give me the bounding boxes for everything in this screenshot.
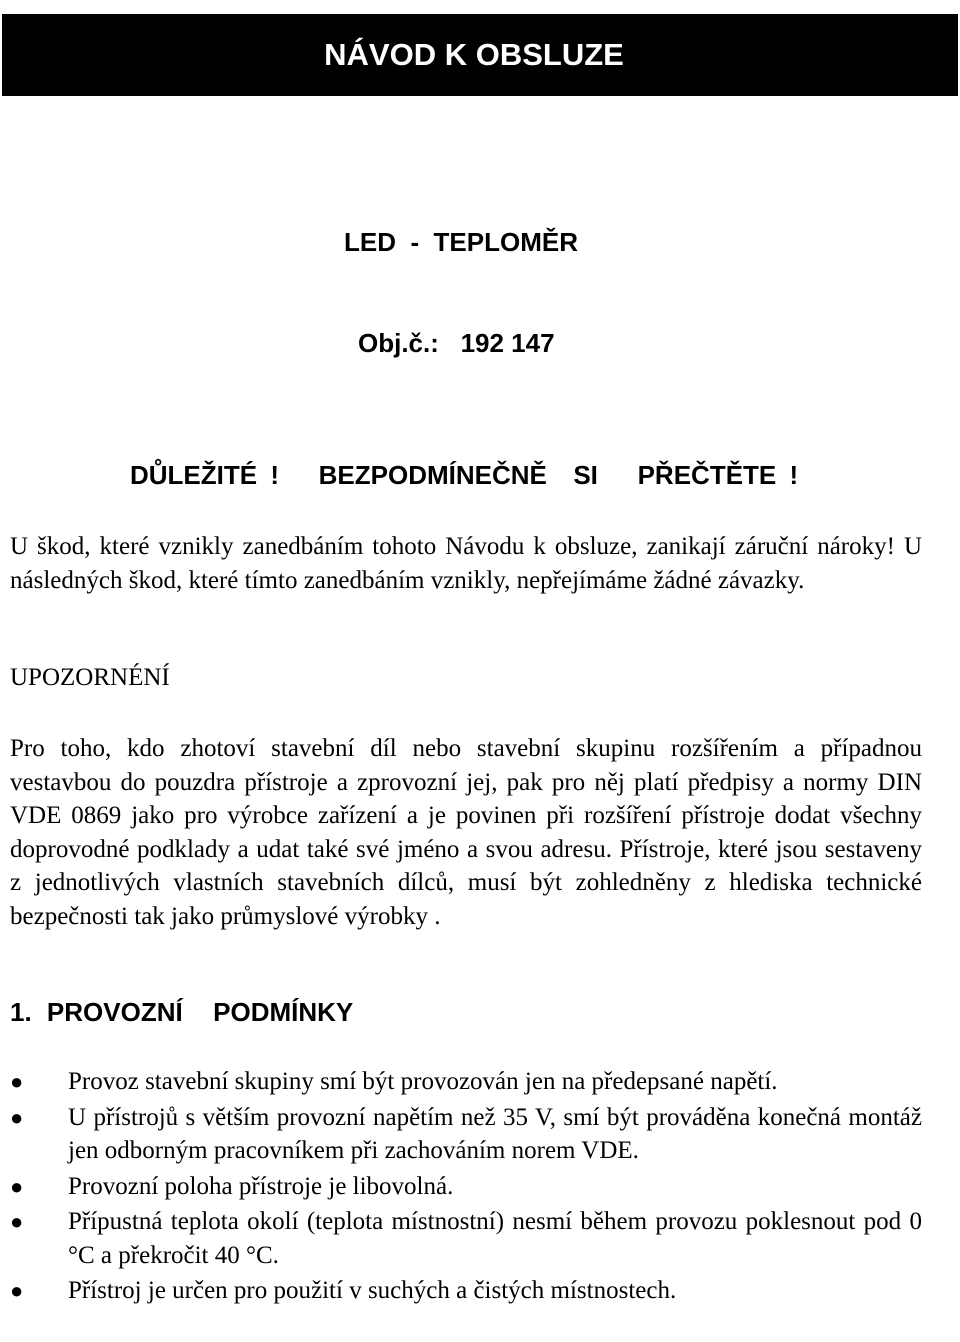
bullet-icon: ● [10, 1209, 24, 1234]
bullet-icon: ● [10, 1278, 24, 1303]
list-item-text: Přípustná teplota okolí (teplota místnostní) nesmí během provozu poklesnout pod 0 °C a překročit 40 °C. [68, 1208, 922, 1269]
list-item-text: Provoz stavební skupiny smí být provozován jen na předepsané napětí. [68, 1068, 778, 1095]
bullet-icon: ● [10, 1173, 24, 1199]
product-name: LED - TEPLOMĚR [344, 227, 578, 257]
bullet-icon: ● [10, 1069, 24, 1094]
warning-paragraph: Pro toho, kdo zhotoví stavební díl nebo stavební skupinu rozšířením a případnou vestavbou do pouzdra přístroje a zprovozní jej, pak pro něj platí předpisy a normy DIN VDE 0869 jako pro výrobce zařízení a je povinen při rozšíření přístroje dodat všechny doprovodné podklady a udat také své jméno a svou adresu. Přístroje, které jsou sestaveny z jednotlivých vlastních stavebních dílců, musí být zohledněny z hlediska technické bezpečnosti tak jako průmyslové výrobky . [10, 735, 922, 930]
operating-conditions-list [0, 1065, 922, 1308]
list-item-text: U přístrojů s větším provozní napětím než 35 V, smí být prováděna konečná montáž jen odborným pracovníkem při zachováním norem VDE. [68, 1103, 922, 1164]
list-item-text: Přístroj je určen pro použití v suchých a čistých místnostech. [68, 1277, 677, 1304]
section-heading-operating-conditions: 1. PROVOZNÍ PODMÍNKY [10, 997, 354, 1027]
list-item-text: Provozní poloha přístroje je libovolná. [68, 1172, 454, 1200]
liability-notice-text: U škod, které vznikly zanedbáním tohoto Návodu k obsluze, zanikají záruční nároky! U následných škod, které tímto zanedbáním vznikly, nepřejímáme žádné závazky. [10, 533, 922, 594]
list-item [0, 1205, 922, 1272]
list-item [0, 1274, 922, 1308]
bullet-icon: ● [10, 1104, 24, 1130]
list-item [0, 1170, 922, 1204]
document-title: NÁVOD K OBSLUZE [324, 37, 624, 72]
important-notice-heading: DŮLEŽITÉ ! BEZPODMÍNEČNĚ SI PŘEČTĚTE ! [130, 460, 799, 490]
warning-title: UPOZORNÉNÍ [10, 664, 170, 691]
header-bar [2, 14, 958, 96]
list-item [0, 1065, 922, 1099]
order-number: Obj.č.: 192 147 [358, 328, 555, 358]
list-item [0, 1101, 922, 1168]
